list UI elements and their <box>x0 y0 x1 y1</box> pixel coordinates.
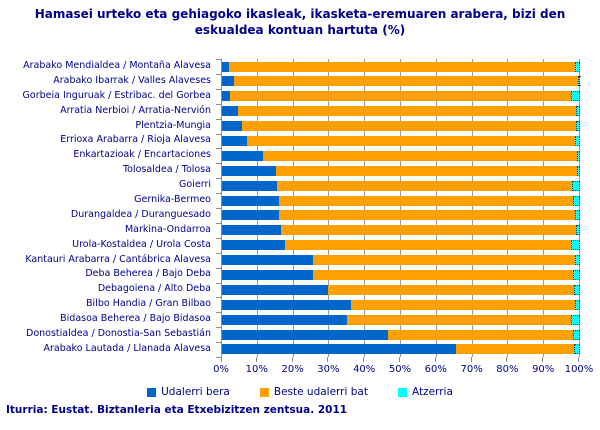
legend-swatch <box>147 388 156 397</box>
bar-row <box>222 89 580 104</box>
bar-segment-atzerria <box>573 270 580 280</box>
category-label: Tolosaldea / Tolosa <box>122 164 211 176</box>
bar-segment-beste-udalerri-bat <box>279 210 575 220</box>
stacked-bar <box>222 151 580 161</box>
stacked-bar <box>222 181 580 191</box>
bar-row <box>222 253 580 268</box>
bar-segment-beste-udalerri-bat <box>229 62 575 72</box>
bar-row <box>222 178 580 193</box>
x-tick <box>327 357 328 362</box>
legend-label: Udalerri bera <box>161 386 230 398</box>
x-tick-label: 60% <box>424 364 447 375</box>
stacked-bar <box>222 285 580 295</box>
bar-segment-atzerria <box>575 136 580 146</box>
bar-row <box>222 74 580 89</box>
bar-segment-udalerri-bera <box>222 315 347 325</box>
bar-segment-atzerria <box>578 76 580 86</box>
bar-segment-udalerri-bera <box>222 225 281 235</box>
bar-segment-atzerria <box>575 300 580 310</box>
x-axis-tick-labels <box>213 364 594 378</box>
stacked-bar <box>222 300 580 310</box>
bar-segment-udalerri-bera <box>222 181 277 191</box>
x-tick <box>542 357 543 362</box>
x-tick <box>578 357 579 362</box>
x-tick-label: 30% <box>317 364 340 375</box>
bar-row <box>222 133 580 148</box>
category-label: Urola-Kostaldea / Urola Costa <box>72 238 211 250</box>
bar-segment-beste-udalerri-bat <box>230 91 570 101</box>
bar-segment-atzerria <box>571 315 580 325</box>
bar-segment-beste-udalerri-bat <box>328 285 574 295</box>
stacked-bar <box>222 106 580 116</box>
category-label: Debagoiena / Alto Deba <box>97 283 211 295</box>
bar-segment-udalerri-bera <box>222 330 388 340</box>
x-axis-ticks <box>221 357 579 362</box>
stacked-bar <box>222 330 580 340</box>
x-tick-label: 100% <box>564 364 594 375</box>
bar-segment-beste-udalerri-bat <box>347 315 571 325</box>
x-tick <box>435 357 436 362</box>
bar-segment-beste-udalerri-bat <box>388 330 572 340</box>
legend-swatch <box>398 388 407 397</box>
bar-segment-atzerria <box>575 62 580 72</box>
x-tick-label: 20% <box>281 364 304 375</box>
stacked-bar <box>222 166 580 176</box>
bar-segment-atzerria <box>572 181 580 191</box>
bar-segment-udalerri-bera <box>222 255 313 265</box>
x-tick-label: 10% <box>245 364 268 375</box>
bar-row <box>222 342 580 357</box>
bar-segment-atzerria <box>571 91 580 101</box>
legend <box>0 386 600 398</box>
stacked-bar <box>222 62 580 72</box>
stacked-bar <box>222 121 580 131</box>
legend-item-beste-udalerri-bat <box>260 386 368 398</box>
bar-row <box>222 238 580 253</box>
bar-row <box>222 193 580 208</box>
x-tick <box>256 357 257 362</box>
bar-row <box>222 297 580 312</box>
bar-segment-udalerri-bera <box>222 106 238 116</box>
category-label: Arabako Lautada / Llanada Alavesa <box>43 342 211 354</box>
x-tick <box>399 357 400 362</box>
bar-segment-beste-udalerri-bat <box>242 121 576 131</box>
bar-segment-udalerri-bera <box>222 344 456 354</box>
bar-segment-udalerri-bera <box>222 240 285 250</box>
bar-row <box>222 312 580 327</box>
legend-label: Beste udalerri bat <box>273 386 368 398</box>
category-label: Bilbo Handia / Gran Bilbao <box>86 298 211 310</box>
bar-segment-udalerri-bera <box>222 76 234 86</box>
bar-segment-beste-udalerri-bat <box>285 240 571 250</box>
bar-row <box>222 267 580 282</box>
bar-row <box>222 208 580 223</box>
bar-segment-udalerri-bera <box>222 196 279 206</box>
bar-segment-atzerria <box>575 255 580 265</box>
bar-segment-atzerria <box>574 285 580 295</box>
x-tick-label: 0% <box>213 364 229 375</box>
stacked-bar <box>222 344 580 354</box>
legend-swatch <box>260 388 269 397</box>
stacked-bar <box>222 76 580 86</box>
bar-segment-atzerria <box>576 106 580 116</box>
legend-label: Atzerria <box>411 386 453 398</box>
bar-row <box>222 163 580 178</box>
bar-segment-atzerria <box>576 121 580 131</box>
stacked-bar <box>222 225 580 235</box>
bar-segment-beste-udalerri-bat <box>313 255 575 265</box>
bar-row <box>222 59 580 74</box>
bar-segment-atzerria <box>573 330 580 340</box>
bar-segment-udalerri-bera <box>222 151 263 161</box>
category-label: Donostialdea / Donostia-San Sebastián <box>26 328 211 340</box>
legend-item-udalerri-bera <box>147 386 230 398</box>
bar-segment-beste-udalerri-bat <box>313 270 573 280</box>
bar-segment-beste-udalerri-bat <box>247 136 575 146</box>
bar-segment-beste-udalerri-bat <box>351 300 575 310</box>
category-label: Gorbeia Inguruak / Estribac. del Gorbea <box>22 89 211 101</box>
stacked-bar <box>222 210 580 220</box>
bar-row <box>222 223 580 238</box>
x-tick-label: 90% <box>532 364 555 375</box>
source-note: Iturria: Eustat. Biztanleria eta Etxebizitzen zentsua. 2011 <box>6 404 348 416</box>
x-tick <box>363 357 364 362</box>
category-label: Plentzia-Mungia <box>135 119 211 131</box>
category-label: Errioxa Arabarra / Rioja Alavesa <box>60 134 211 146</box>
legend-item-atzerria <box>398 386 453 398</box>
bar-segment-beste-udalerri-bat <box>238 106 576 116</box>
bar-segment-atzerria <box>575 210 580 220</box>
stacked-bar <box>222 270 580 280</box>
x-tick <box>221 357 222 362</box>
bar-segment-beste-udalerri-bat <box>456 344 574 354</box>
stacked-bar <box>222 315 580 325</box>
category-label: Kantauri Arabarra / Cantábrica Alavesa <box>25 253 211 265</box>
bar-row <box>222 282 580 297</box>
category-label: Arratia Nerbioi / Arratia-Nervión <box>60 104 211 116</box>
category-label: Gernika-Bermeo <box>134 194 211 206</box>
bar-segment-udalerri-bera <box>222 136 247 146</box>
bar-row <box>222 148 580 163</box>
bar-segment-udalerri-bera <box>222 285 328 295</box>
bar-segment-atzerria <box>571 240 580 250</box>
stacked-bar <box>222 240 580 250</box>
bar-segment-udalerri-bera <box>222 300 351 310</box>
bar-segment-udalerri-bera <box>222 121 242 131</box>
x-tick <box>506 357 507 362</box>
category-label: Goierri <box>179 179 211 191</box>
bar-segment-beste-udalerri-bat <box>279 196 573 206</box>
bar-segment-udalerri-bera <box>222 91 230 101</box>
stacked-bar <box>222 91 580 101</box>
category-label: Enkartazioak / Encartaciones <box>73 149 211 161</box>
bar-segment-atzerria <box>574 344 580 354</box>
stacked-bar <box>222 196 580 206</box>
x-tick-label: 70% <box>460 364 483 375</box>
plot-area <box>221 59 580 357</box>
category-label: Deba Beherea / Bajo Deba <box>85 268 211 280</box>
bar-segment-udalerri-bera <box>222 166 276 176</box>
bar-row <box>222 327 580 342</box>
x-tick-label: 80% <box>496 364 519 375</box>
category-label: Bidasoa Beherea / Bajo Bidasoa <box>60 313 211 325</box>
category-label: Arabako Mendialdea / Montaña Alavesa <box>23 60 211 71</box>
bar-segment-beste-udalerri-bat <box>263 151 577 161</box>
y-axis-category-labels <box>0 59 216 357</box>
x-tick <box>471 357 472 362</box>
category-label: Arabako Ibarrak / Valles Alaveses <box>53 74 211 86</box>
x-tick-label: 40% <box>353 364 376 375</box>
stacked-bar <box>222 136 580 146</box>
bar-segment-udalerri-bera <box>222 62 229 72</box>
chart-title: Hamasei urteko eta gehiagoko ikasleak, ikasketa-eremuaren arabera, bizi den eskualdea kontuan hartuta (%) <box>34 7 566 37</box>
stacked-bar <box>222 255 580 265</box>
bar-segment-beste-udalerri-bat <box>276 166 577 176</box>
bar-segment-beste-udalerri-bat <box>277 181 572 191</box>
x-tick-label: 50% <box>388 364 412 375</box>
bar-row <box>222 119 580 134</box>
bar-segment-udalerri-bera <box>222 270 313 280</box>
category-label: Markina-Ondarroa <box>124 223 211 235</box>
bar-segment-atzerria <box>577 151 580 161</box>
bar-segment-atzerria <box>573 196 580 206</box>
x-tick <box>292 357 293 362</box>
bar-segment-beste-udalerri-bat <box>281 225 576 235</box>
bar-segment-atzerria <box>577 166 580 176</box>
bar-segment-atzerria <box>576 225 580 235</box>
bar-segment-beste-udalerri-bat <box>234 76 578 86</box>
bar-segment-udalerri-bera <box>222 210 279 220</box>
category-label: Durangaldea / Duranguesado <box>70 208 211 220</box>
bar-row <box>222 104 580 119</box>
